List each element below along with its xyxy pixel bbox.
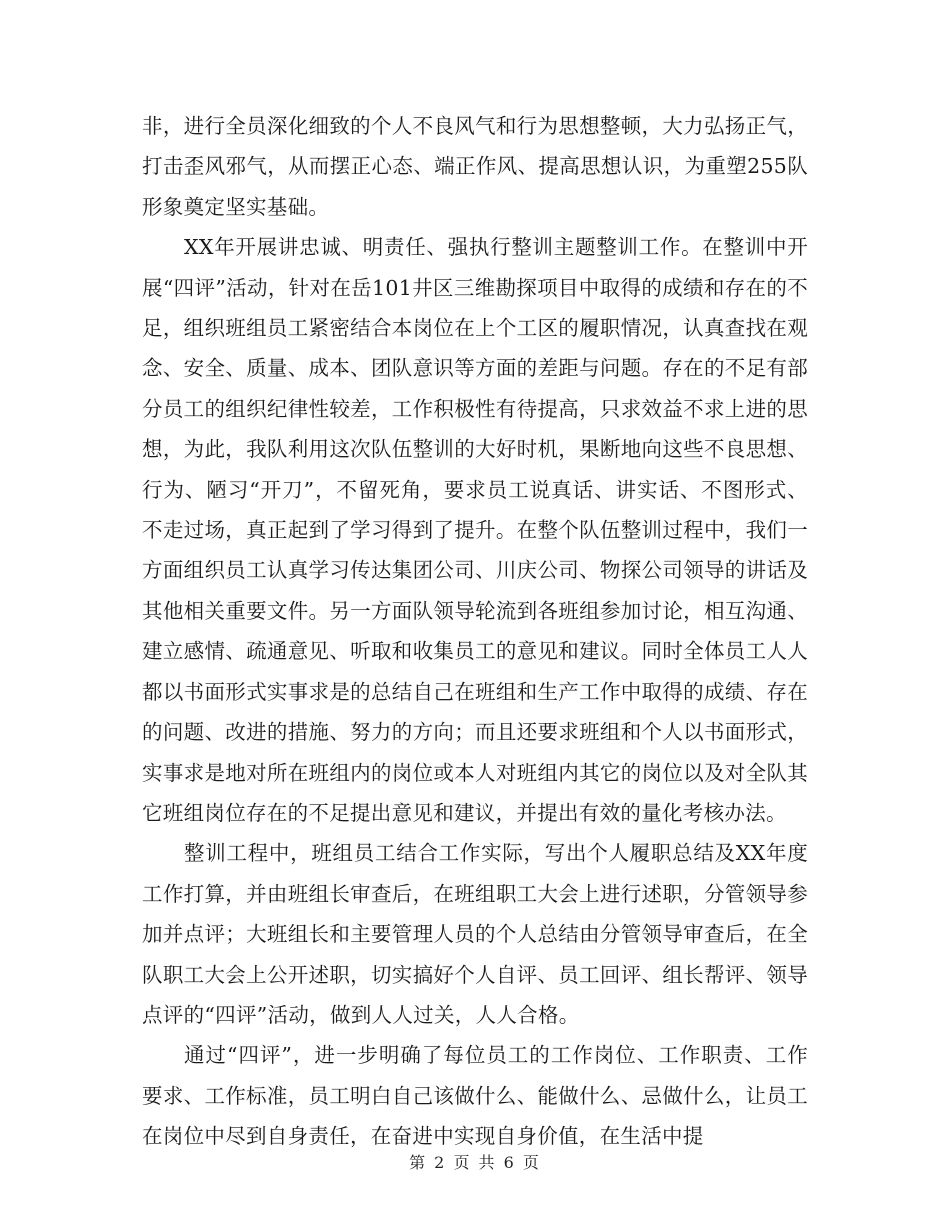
- paragraph-3: 整训工程中，班组员工结合工作实际，写出个人履职总结及XX年度工作打算，并由班组长审查后，在班组职工大会上进行述职，分管领导参加并点评；大班组长和主要管理人员的个人总结由分管领导审查后，在全队职工大会上公开述职，切实搞好个人自评、员工回评、组长帮评、领导点评的“四评”活动，做到人人过关，人人合格。: [142, 841, 808, 1027]
- document-body: [142, 106, 808, 1157]
- page-number-footer: 第 2 页 共 6 页: [409, 1153, 541, 1172]
- paragraph-2: XX年开展讲忠诚、明责任、强执行整训主题整训工作。在整训中开展“四评”活动，针对在岳101井区三维勘探项目中取得的成绩和存在的不足，组织班组员工紧密结合本岗位在上个工区的履职情况，认真查找在观念、安全、质量、成本、团队意识等方面的差距与问题。存在的不足有部分员工的组织纪律性较差，工作积极性有待提高，只求效益不求上进的思想，为此，我队利用这次队伍整训的大好时机，果断地向这些不良思想、行为、陋习“开刀”，不留死角，要求员工说真话、讲实话、不图形式、不走过场，真正起到了学习得到了提升。在整个队伍整训过程中，我们一方面组织员工认真学习传达集团公司、川庆公司、物探公司领导的讲话及其他相关重要文件。另一方面队领导轮流到各班组参加讨论，相互沟通、建立感情、疏通意见、听取和收集员工的意见和建议。同时全体员工人人都以书面形式实事求是的总结自己在班组和生产工作中取得的成绩、存在的问题、改进的措施、努力的方向；而且还要求班组和个人以书面形式，实事求是地对所在班组内的岗位或本人对班组内其它的岗位以及对全队其它班组岗位存在的不足提出意见和建议，并提出有效的量化考核办法。: [142, 235, 808, 825]
- paragraph-4: 通过“四评”，进一步明确了每位员工的工作岗位、工作职责、工作要求、工作标准，员工明白自己该做什么、能做什么、忌做什么，让员工在岗位中尽到自身责任，在奋进中实现自身价值，在生活中提: [142, 1043, 808, 1149]
- paragraph-1: 非，进行全员深化细致的个人不良风气和行为思想整顿，大力弘扬正气，打击歪风邪气，从而摆正心态、端正作风、提高思想认识，为重塑255队形象奠定坚实基础。: [142, 114, 808, 219]
